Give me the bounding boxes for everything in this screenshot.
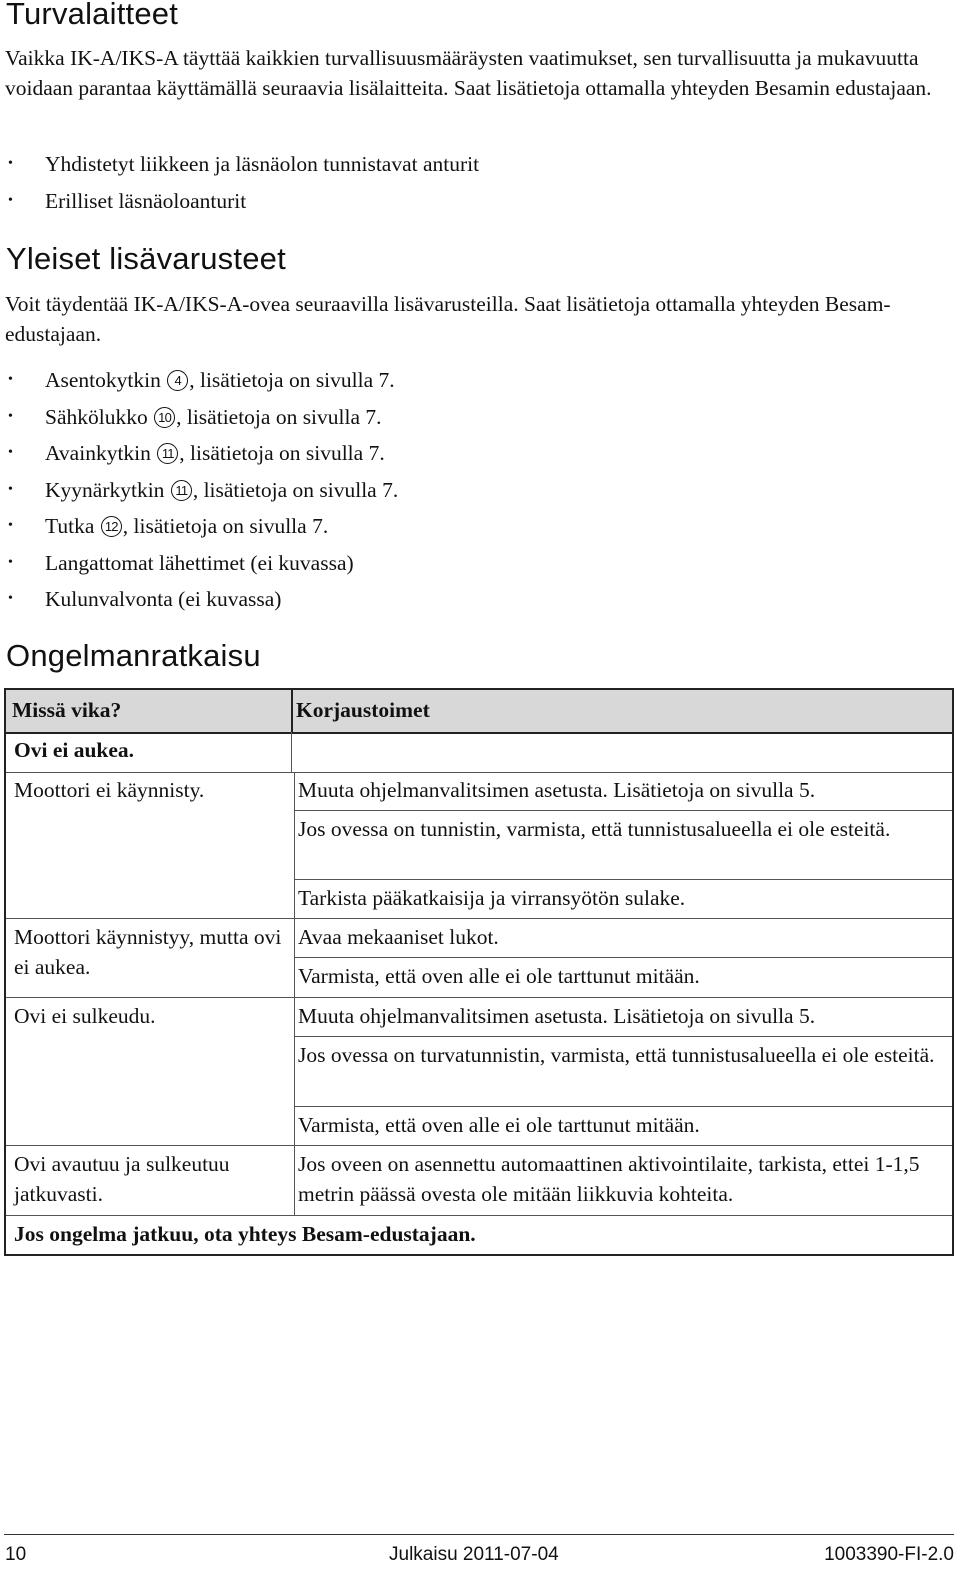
list-item: • Kulunvalvonta (ei kuvassa) [5, 581, 398, 618]
list-item: • Langattomat lähettimet (ei kuvassa) [5, 545, 398, 582]
row-divider [6, 918, 952, 919]
column-header-problem: Missä vika? [12, 698, 122, 722]
callout-number: 4 [167, 370, 188, 391]
action-cell: Jos ovessa on tunnistin, varmista, että tunnistusalueella ei ole esteitä. [298, 817, 891, 841]
row-divider [6, 997, 952, 998]
row-divider [294, 1036, 952, 1037]
column-divider [294, 772, 295, 1216]
accessories-list [5, 362, 398, 618]
list-item: • Yhdistetyt liikkeen ja läsnäolon tunnistavat anturit [5, 146, 479, 183]
edition-date: Julkaisu 2011-07-04 [389, 1544, 559, 1565]
row-divider [6, 1215, 952, 1216]
list-item: • Kyynärkytkin 11 , lisätietoja on sivulla 7. [5, 472, 398, 509]
row-divider [294, 1106, 952, 1107]
bullet-icon: • [8, 445, 13, 460]
footer-rule [4, 1534, 954, 1535]
table-header [6, 690, 952, 734]
document-id: 1003390-FI-2.0 [824, 1544, 954, 1565]
heading-accessories: Yleiset lisävarusteet [6, 241, 286, 276]
row-divider [294, 810, 952, 811]
action-cell: Muuta ohjelmanvalitsimen asetusta. Lisätietoja on sivulla 5. [298, 1004, 816, 1028]
page-number: 10 [5, 1544, 27, 1565]
heading-troubleshooting: Ongelmanratkaisu [6, 638, 261, 673]
action-cell: Varmista, että oven alle ei ole tarttunut mitään. [298, 964, 700, 988]
column-divider [291, 732, 292, 772]
action-cell: Jos ovessa on turvatunnistin, varmista, että tunnistusalueella ei ole esteitä. [298, 1043, 935, 1067]
list-item: • Sähkölukko 10 , lisätietoja on sivulla 7. [5, 399, 398, 436]
callout-number: 11 [171, 480, 192, 501]
bullet-icon: • [8, 372, 13, 387]
bullet-icon: • [8, 554, 13, 570]
group-title: Ovi ei aukea. [14, 738, 135, 762]
list-item: • Erilliset läsnäoloanturit [5, 183, 479, 220]
bullet-icon: • [8, 156, 13, 171]
action-cell: Tarkista pääkatkaisija ja virransyötön sulake. [298, 886, 686, 910]
safety-intro: Vaikka IK-A/IKS-A täyttää kaikkien turvallisuusmääräysten vaatimukset, sen turvallisuutta ja mukavuutta voidaan parantaa käyttämällä seuraavia lisälaitteita. Saat lisätietoja ottamalla yhteyden Besamin edustajaan. [5, 46, 932, 100]
row-divider [6, 772, 952, 773]
callout-number: 12 [101, 516, 122, 537]
column-header-action: Korjaustoimet [296, 698, 430, 722]
problem-cell: Ovi ei sulkeudu. [14, 1004, 156, 1028]
list-item: • Tutka 12 , lisätietoja on sivulla 7. [5, 508, 398, 545]
bullet-icon: • [8, 591, 13, 606]
callout-number: 11 [157, 443, 178, 464]
safety-list [5, 146, 479, 219]
bullet-icon: • [8, 192, 13, 208]
accessories-intro: Voit täydentää IK-A/IKS-A-ovea seuraavilla lisävarusteilla. Saat lisätietoja ottamalla yhteyden Besam-edustajaan. [5, 292, 891, 346]
heading-safety: Turvalaitteet [6, 0, 179, 31]
bullet-icon: • [8, 518, 13, 533]
list-item: • Avainkytkin 11 , lisätietoja on sivulla 7. [5, 435, 398, 472]
row-divider [6, 1145, 952, 1146]
callout-number: 10 [154, 407, 175, 428]
column-divider [291, 690, 293, 732]
problem-cell: Ovi avautuu ja sulkeutuu jatkuvasti. [14, 1152, 230, 1206]
row-divider [294, 957, 952, 958]
troubleshooting-table [4, 688, 954, 1256]
problem-cell: Moottori ei käynnisty. [14, 778, 205, 802]
action-cell: Jos oveen on asennettu automaattinen aktivointilaite, tarkista, ettei 1-1,5 metrin päässä ovesta ole mitään liikkuvia kohteita. [298, 1152, 920, 1206]
list-item: • Asentokytkin 4 , lisätietoja on sivulla 7. [5, 362, 398, 399]
bullet-icon: • [8, 408, 13, 424]
action-cell: Muuta ohjelmanvalitsimen asetusta. Lisätietoja on sivulla 5. [298, 778, 816, 802]
bullet-icon: • [8, 481, 13, 497]
row-divider [294, 879, 952, 880]
action-cell: Varmista, että oven alle ei ole tarttunut mitään. [298, 1113, 700, 1137]
action-cell: Avaa mekaaniset lukot. [298, 925, 499, 949]
problem-cell: Moottori käynnistyy, mutta ovi ei aukea. [14, 925, 282, 979]
table-footer-note: Jos ongelma jatkuu, ota yhteys Besam-edustajaan. [14, 1222, 476, 1246]
